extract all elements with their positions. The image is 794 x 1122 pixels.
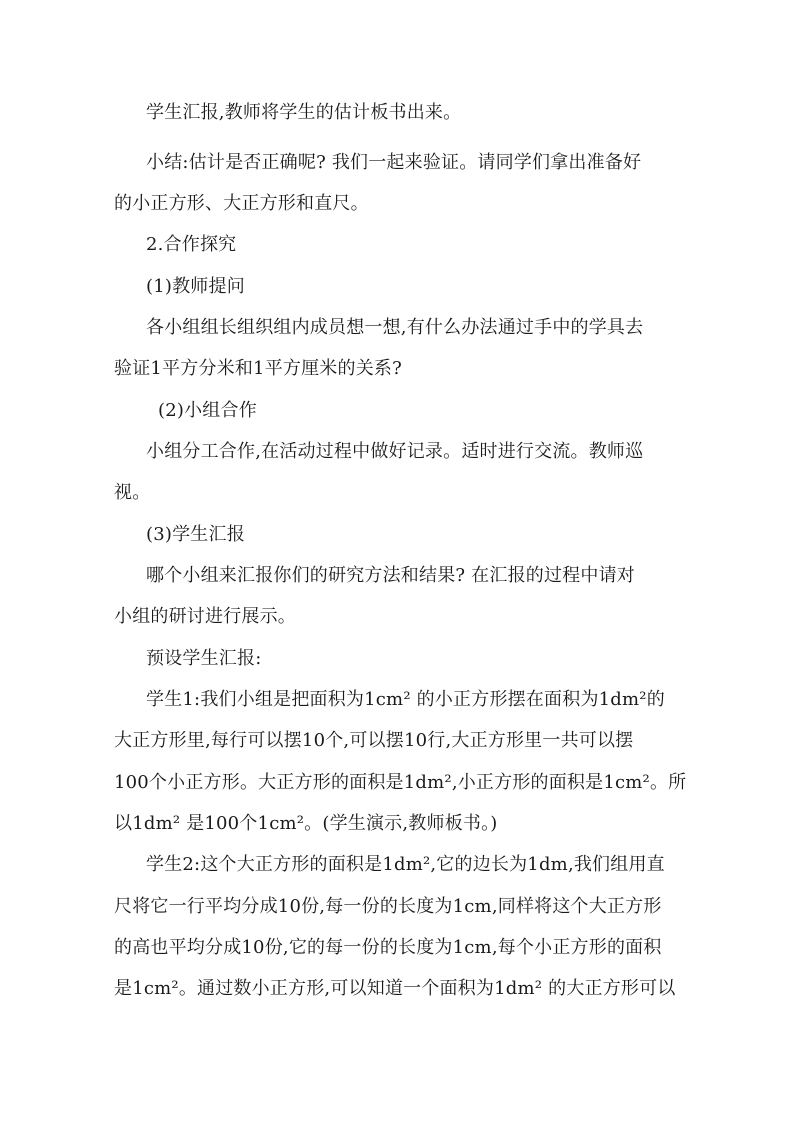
paragraph-line: 各小组组长组织组内成员想一想,有什么办法通过手中的学具去 [146,317,644,338]
paragraph-line: 小结:估计是否正确呢? 我们一起来验证。请同学们拿出准备好 [146,152,642,173]
section-heading: 2.合作探究 [146,234,237,255]
paragraph-line: 大正方形里,每行可以摆10个,可以摆10行,大正方形里一共可以摆 [114,730,634,751]
paragraph-line: 的高也平均分成10份,它的每一份的长度为1cm,每个小正方形的面积 [114,937,662,958]
paragraph-line: 是1cm²。通过数小正方形,可以知道一个面积为1dm² 的大正方形可以 [114,978,676,999]
paragraph-line: 学生2:这个大正方形的面积是1dm²,它的边长为1dm,我们组用直 [146,854,665,875]
paragraph-line: 小组的研讨进行展示。 [114,606,296,627]
paragraph-line: 100个小正方形。大正方形的面积是1dm²,小正方形的面积是1cm²。所 [114,772,687,793]
paragraph-line: 学生汇报,教师将学生的估计板书出来。 [146,102,462,123]
paragraph-line: 哪个小组来汇报你们的研究方法和结果? 在汇报的过程中请对 [146,565,635,586]
paragraph-line: 小组分工合作,在活动过程中做好记录。适时进行交流。教师巡 [146,441,644,462]
paragraph-line: 视。 [114,482,151,503]
paragraph-line: 以1dm² 是100个1cm²。(学生演示,教师板书。) [114,813,498,834]
subsection-heading: (2)小组合作 [158,400,257,421]
paragraph-line: 学生1:我们小组是把面积为1cm² 的小正方形摆在面积为1dm²的 [146,689,665,710]
subsection-heading: (3)学生汇报 [146,524,245,545]
paragraph-line: 尺将它一行平均分成10份,每一份的长度为1cm,同样将这个大正方形 [114,896,662,917]
subsection-heading: (1)教师提问 [146,276,245,297]
paragraph-line: 验证1平方分米和1平方厘米的关系? [114,358,402,379]
paragraph-line: 预设学生汇报: [146,648,262,669]
paragraph-line: 的小正方形、大正方形和直尺。 [114,193,369,214]
